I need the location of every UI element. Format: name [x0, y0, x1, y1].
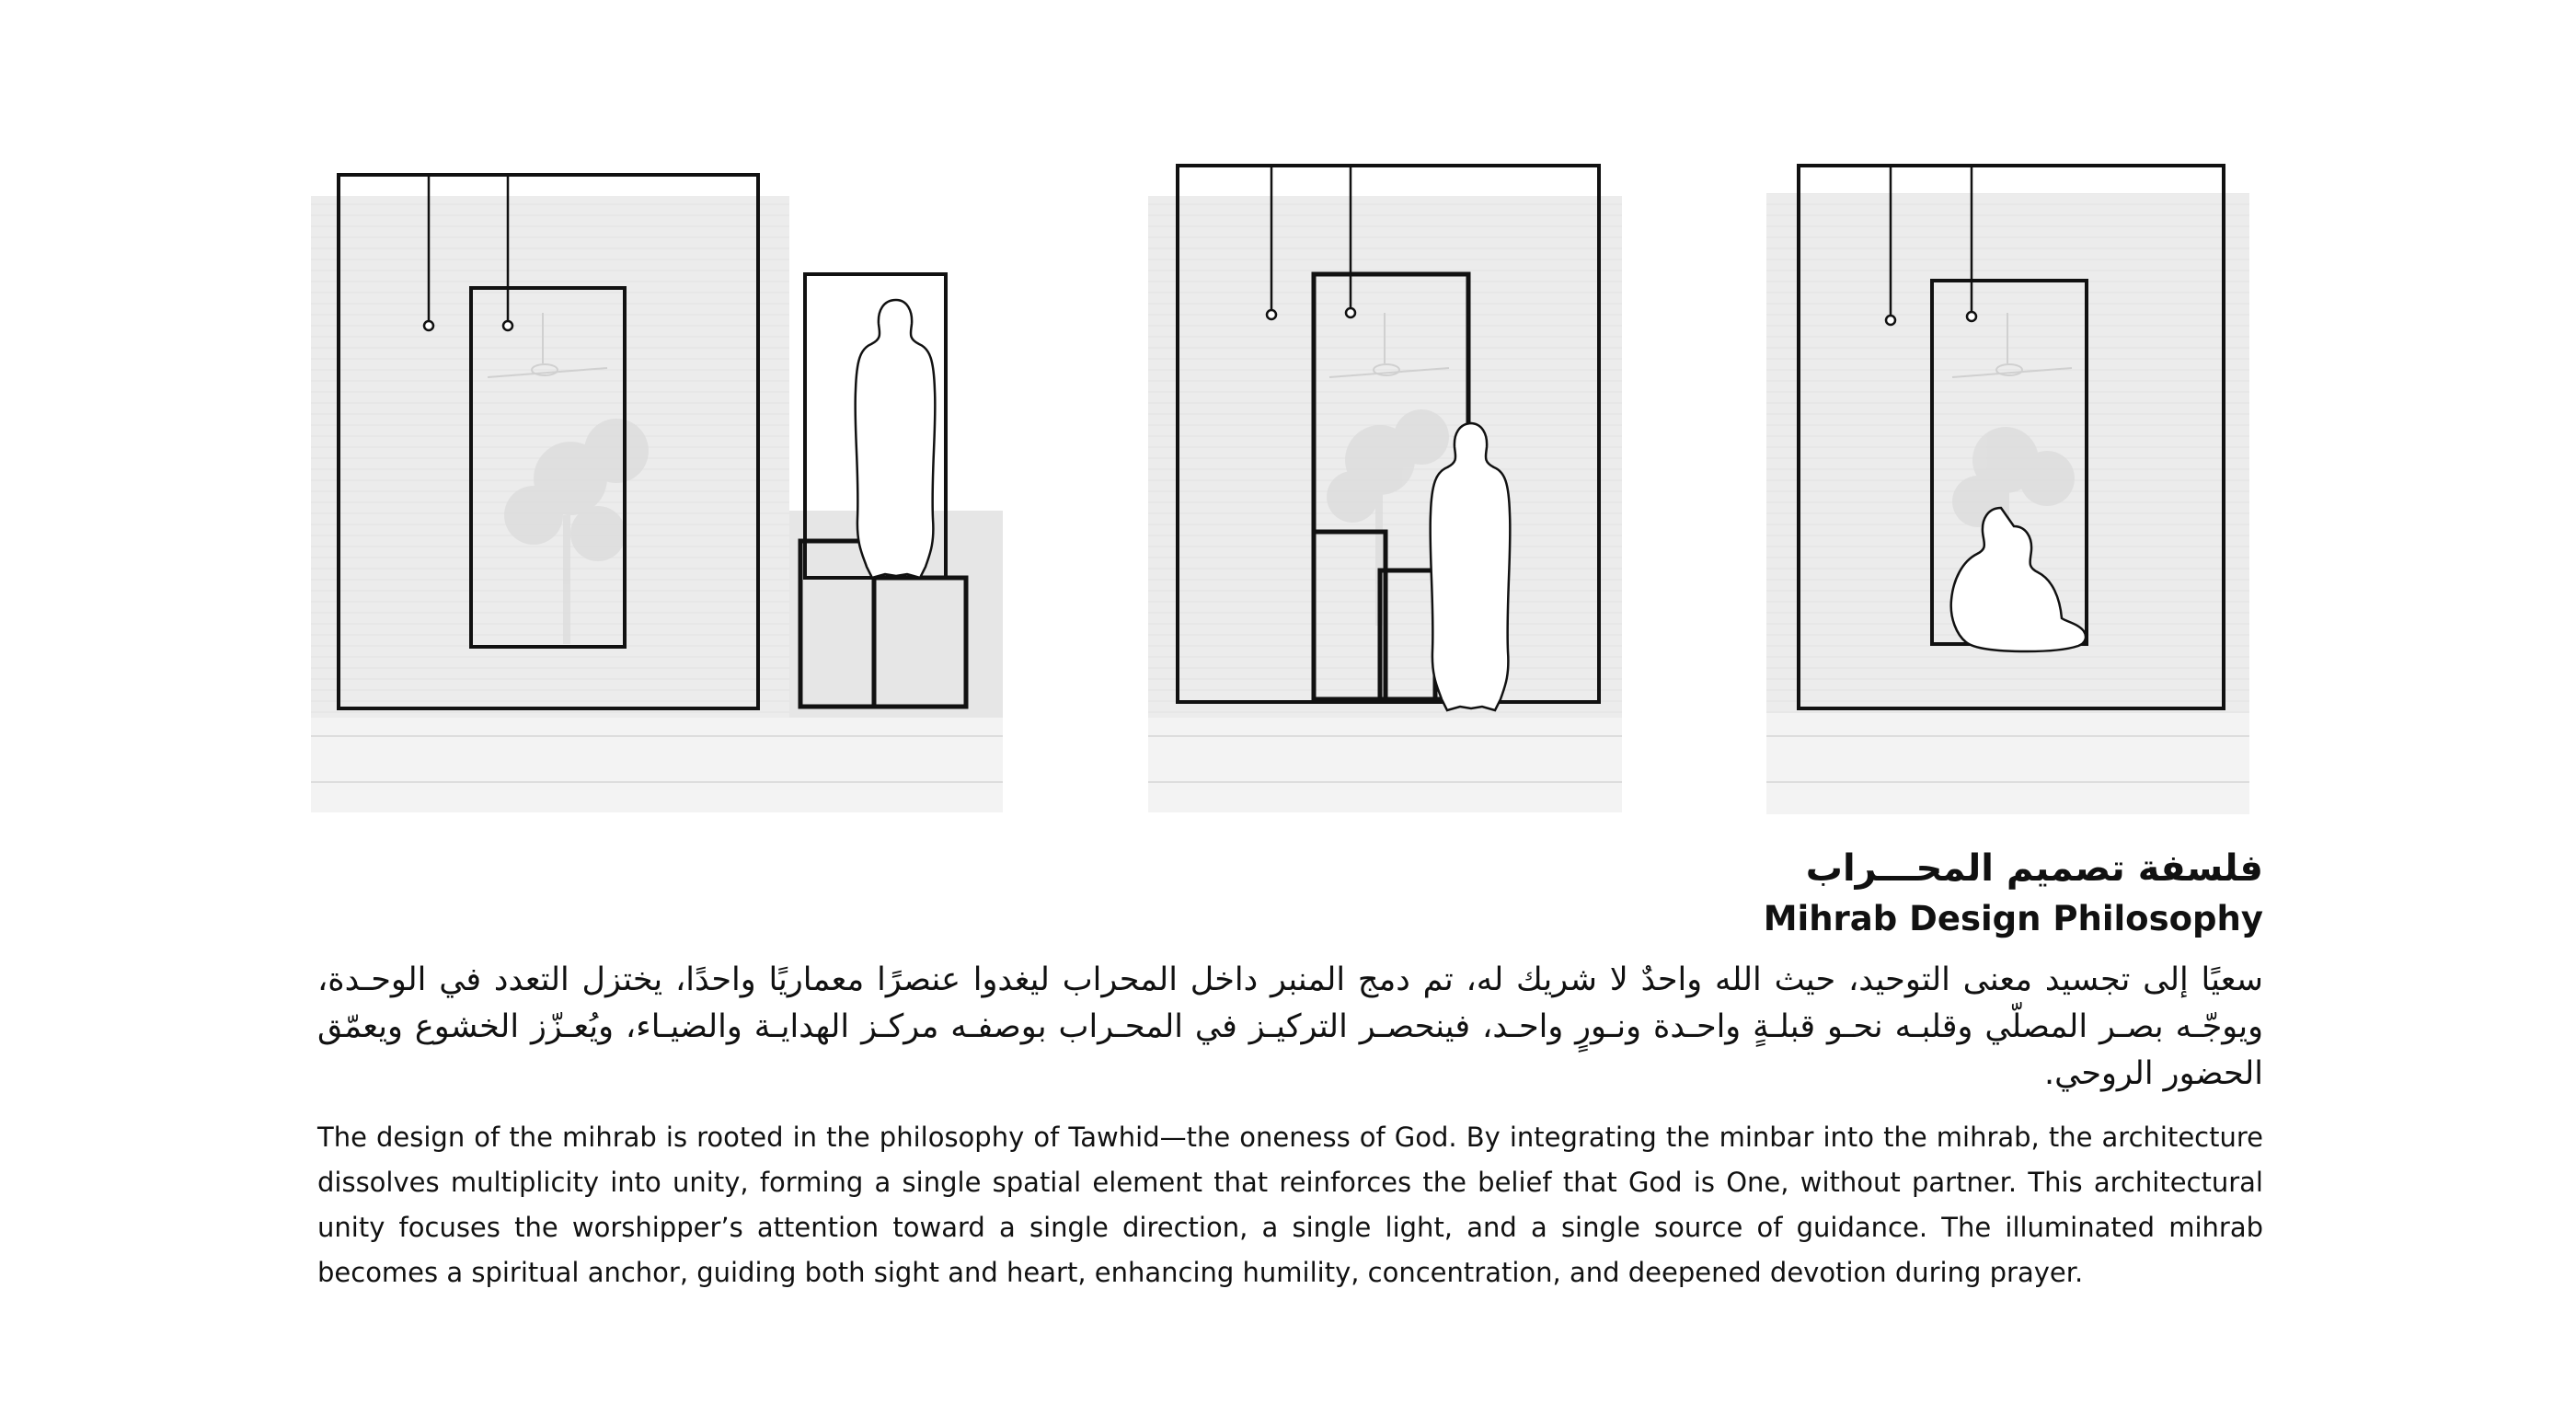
- panel-standing-beside-minbar: [1148, 166, 1622, 812]
- floor: [311, 718, 1003, 812]
- body-arabic: سعيًا إلى تجسيد معنى التوحيد، حيث الله واحدٌ لا شريك له، تم دمج المنبر داخل المحراب ليغدوا عنصرًا معماريًا واحدًا، يختزل التعدد في الوحـدة، ويوجّـه بصـر المصلّي وقلبـه نحـو قبلـةٍ واحـدة ونـورٍ واحـد، فينحصـر التركيـز في المحـراب بوصفـه مركـز الهدايـة والضيـاء، ويُعـزّز الخشوع ويعمّق الحضور الروحي.: [317, 961, 2263, 1092]
- heading-arabic: فلسفة تصميم المحـــراب: [1805, 847, 2263, 890]
- body-english: The design of the mihrab is rooted in the philosophy of Tawhid—the oneness of God. By integrating the minbar into the mihrab, the architecture dissolves multiplicity into unity, forming a single spatial element that reinforces the belief that God is One, without partner. This architectural unity focuses the worshipper’s attention toward a single direction, a single light, and a single source of guidance. The illuminated mihrab becomes a spiritual anchor, guiding both sight and heart, enhancing humility, concentration, and deepened devotion during prayer.: [317, 1122, 2263, 1288]
- panel-seated-in-mihrab: [1766, 166, 2249, 814]
- panel-standing-on-minbar: [311, 175, 1003, 812]
- floor: [1766, 713, 2249, 814]
- heading-english: Mihrab Design Philosophy: [1763, 899, 2263, 938]
- standing-figure: [856, 300, 936, 578]
- floor: [1148, 718, 1622, 812]
